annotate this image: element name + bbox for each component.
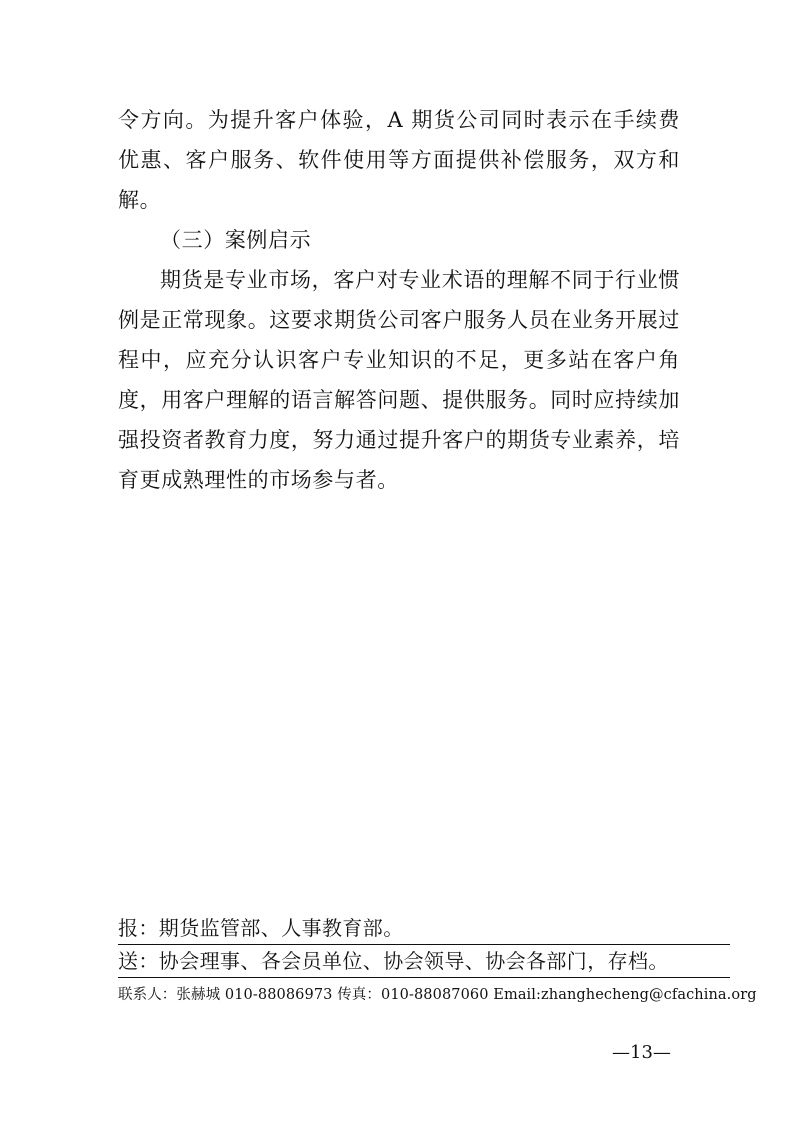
contact-info: 联系人：张赫城 010-88086973 传真：010-88087060 Email:zhanghecheng@cfachina.org: [118, 987, 757, 1003]
paragraph-settlement: 令方向。为提升客户体验，A 期货公司同时表示在手续费优惠、客户服务、软件使用等方面提供补偿服务，双方和解。: [118, 108, 680, 212]
distribution-block: [118, 912, 730, 978]
page-number: —13—: [612, 1042, 671, 1063]
report-to-line: 报：期货监管部、人事教育部。: [118, 916, 404, 940]
divider-rule-2: [118, 977, 730, 978]
paragraph-case-insights: 期货是专业市场，客户对专业术语的理解不同于行业惯例是正常现象。这要求期货公司客户服务人员在业务开展过程中，应充分认识客户专业知识的不足，更多站在客户角度，用客户理解的语言解答问题、提供服务。同时应持续加强投资者教育力度，努力通过提升客户的期货专业素养，培育更成熟理性的市场参与者。: [118, 268, 680, 492]
body-text: [118, 100, 680, 500]
section-heading-case-insights: （三）案例启示: [160, 228, 312, 252]
send-to-line: 送：协会理事、各会员单位、协会领导、协会各部门，存档。: [118, 949, 669, 973]
